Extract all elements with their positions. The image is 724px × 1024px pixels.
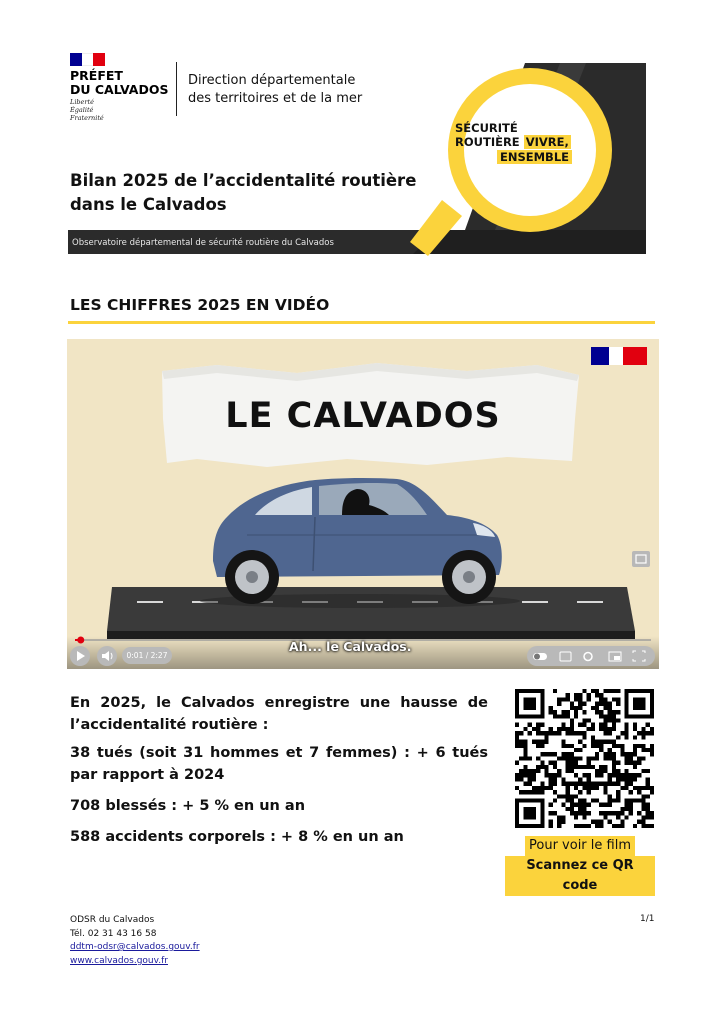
logo-line2b: VIVRE, <box>525 135 569 149</box>
prefet-label <box>70 69 168 96</box>
stat-tues: 38 tués (soit 31 hommes et 7 femmes) : + 6 tués par rapport à 2024 <box>70 745 488 783</box>
video-controls <box>67 636 659 669</box>
subtitles-icon[interactable] <box>560 652 571 661</box>
video-subtitle: Ah... le Calvados. <box>289 639 412 654</box>
devise-fraternite: Fraternité <box>70 114 104 122</box>
fullscreen-icon[interactable] <box>633 651 645 661</box>
footer-tel: Tél. 02 31 43 16 58 <box>70 928 157 939</box>
devise <box>70 98 104 122</box>
direction-line2: des territoires et de la mer <box>188 91 363 106</box>
banner-text: Observatoire départemental de sécurité routière du Calvados <box>72 238 334 248</box>
stat-accidents: 588 accidents corporels : + 8 % en un an <box>70 829 404 845</box>
video-player[interactable] <box>67 339 659 669</box>
header-divider <box>176 62 177 116</box>
prefet-line2: DU CALVADOS <box>70 81 169 97</box>
logo-line1: SÉCURITÉ <box>455 121 518 135</box>
devise-egalite: Égalité <box>70 106 94 114</box>
stat-blesses: 708 blessés : + 5 % en un an <box>70 798 306 814</box>
prefet-line1: PRÉFET <box>70 68 123 83</box>
direction-line1: Direction départementale <box>188 73 356 88</box>
logo-text <box>455 121 571 149</box>
footer-org: ODSR du Calvados <box>70 915 155 925</box>
qr-caption-line2: Scannez ce QR code <box>505 856 655 896</box>
miniplayer-icon[interactable] <box>609 652 621 661</box>
qr-code-icon[interactable] <box>515 689 654 828</box>
play-icon <box>70 646 90 666</box>
video-time: 0:01 / 2:27 <box>122 647 172 664</box>
section-title: LES CHIFFRES 2025 EN VIDÉO <box>70 296 330 314</box>
volume-icon <box>97 646 117 666</box>
settings-icon[interactable] <box>584 653 592 661</box>
volume-button[interactable] <box>97 646 117 666</box>
page-title <box>70 169 416 217</box>
page-title-line1: Bilan 2025 de l’accidentalité routière <box>70 171 417 190</box>
logo-line3: ENSEMBLE <box>497 150 572 164</box>
qr-caption <box>505 836 655 896</box>
body-text <box>70 692 488 848</box>
marianne-flag-icon <box>70 53 105 66</box>
footer-website-link[interactable]: www.calvados.gouv.fr <box>70 955 168 966</box>
toggle-icon[interactable] <box>533 653 547 660</box>
footer-email-link[interactable]: ddtm-odsr@calvados.gouv.fr <box>70 942 200 952</box>
stat-intro: En 2025, le Calvados enregistre une hausse de l’accidentalité routière : <box>70 695 488 733</box>
video-right-controls <box>527 646 655 666</box>
logo-line2a: ROUTIÈRE <box>455 135 520 149</box>
direction-label <box>188 72 362 108</box>
video-headline: LE CALVADOS <box>225 396 501 436</box>
footer <box>70 914 200 968</box>
devise-liberte: Liberté <box>70 98 94 106</box>
qr-caption-line1: Pour voir le film <box>525 836 635 856</box>
section-rule <box>68 321 655 324</box>
page-number: 1/1 <box>640 914 655 924</box>
page-title-line2: dans le Calvados <box>70 195 227 214</box>
play-button[interactable] <box>70 646 90 666</box>
